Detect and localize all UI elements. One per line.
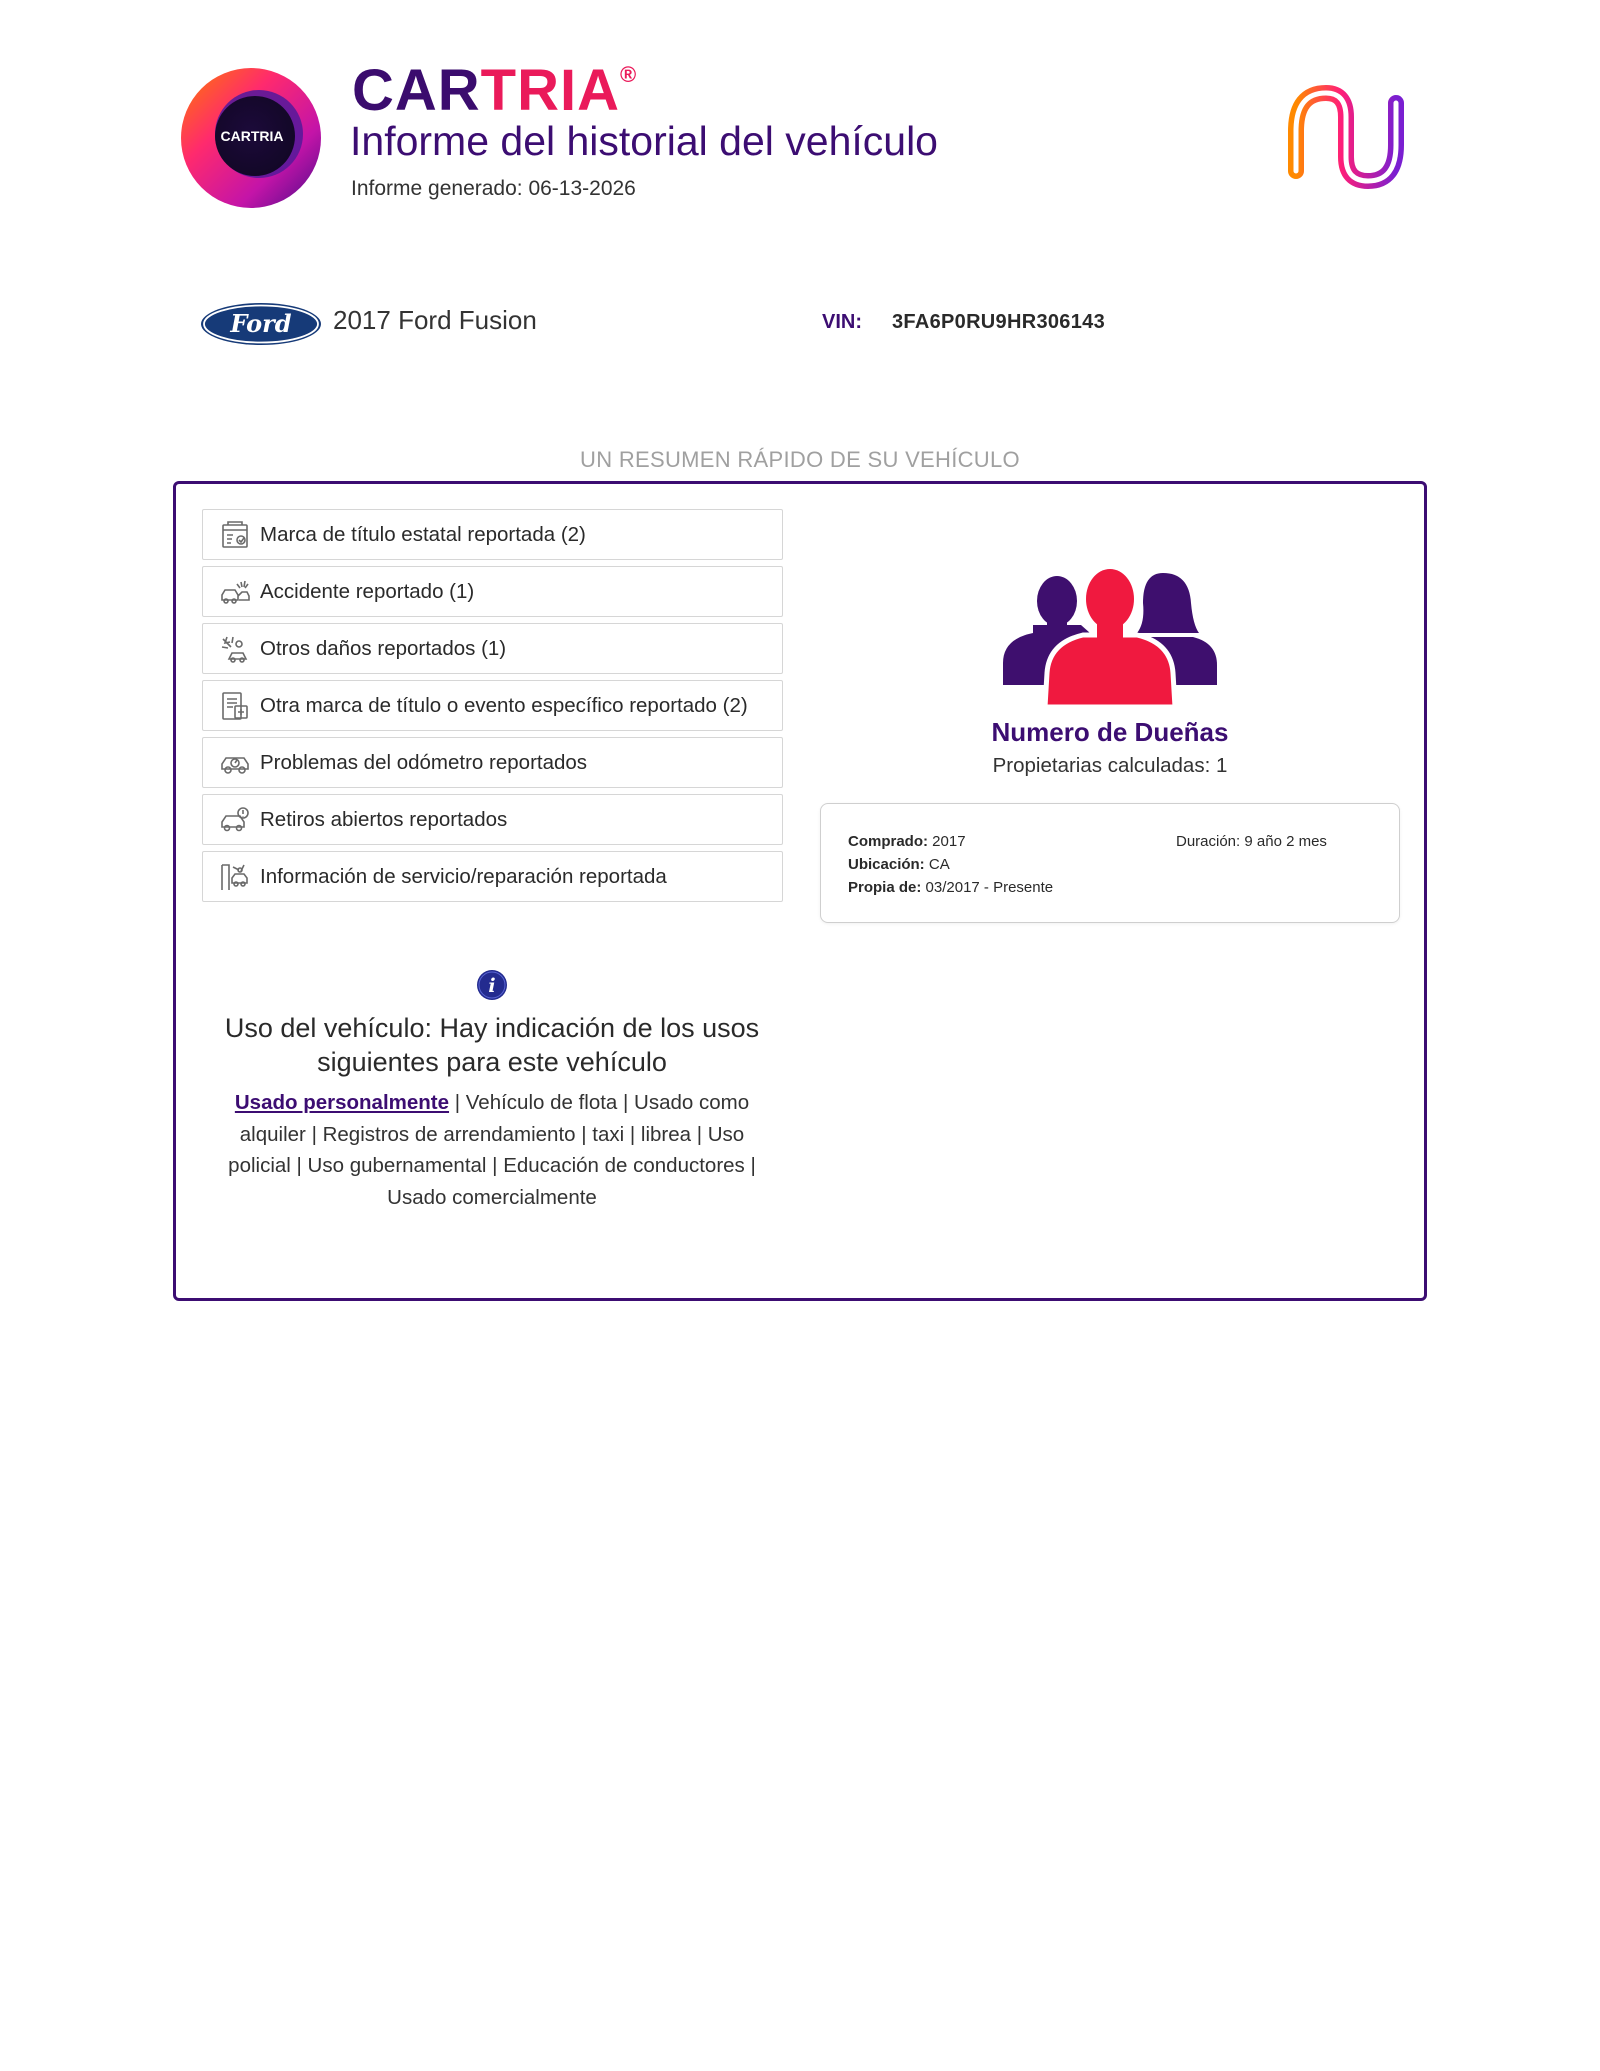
ford-logo — [198, 300, 324, 348]
service-icon — [219, 861, 251, 893]
odometer-icon — [219, 747, 251, 779]
damage-icon — [219, 633, 251, 665]
partner-logo — [1282, 83, 1410, 191]
title-brand-icon — [219, 519, 251, 551]
summary-item-label: Marca de título estatal reportada (2) — [260, 522, 586, 546]
summary-item-label: Accidente reportado (1) — [260, 579, 475, 603]
summary-item-list — [202, 509, 783, 908]
owners-count: Propietarias calculadas: 1 — [992, 754, 1228, 777]
owner-duration: Duración: 9 año 2 mes — [1176, 833, 1327, 850]
svg-text:i: i — [488, 975, 496, 997]
owner-purchased: Comprado: 2017 — [848, 833, 966, 850]
summary-item-label: Problemas del odómetro reportados — [260, 750, 588, 774]
usage-list — [210, 1087, 774, 1213]
owners-icon — [1003, 567, 1217, 707]
report-date: Informe generado: 06-13-2026 — [351, 177, 636, 200]
vin-label: VIN: — [822, 311, 862, 333]
usage-other-uses: | Vehículo de flota | Usado como alquiler | Registros de arrendamiento | taxi | librea | Uso policial | Uso gubernamental | Educación de conductores | Usado comercialmente — [228, 1091, 756, 1209]
summary-item-label: Otros daños reportados (1) — [260, 636, 507, 660]
summary-item-accident[interactable] — [202, 566, 783, 617]
summary-item-damage[interactable] — [202, 623, 783, 674]
svg-text:Ford: Ford — [230, 309, 292, 338]
recall-icon — [219, 804, 251, 836]
summary-item-title-event[interactable] — [202, 680, 783, 731]
summary-item-odometer[interactable] — [202, 737, 783, 788]
summary-item-label: Información de servicio/reparación reportada — [260, 864, 667, 888]
owner-location: Ubicación: CA — [848, 856, 950, 873]
info-icon — [476, 969, 508, 1001]
accident-icon — [219, 576, 251, 608]
title-event-icon — [219, 690, 251, 722]
usage-highlighted: Usado personalmente — [234, 1091, 450, 1114]
summary-item-label: Otra marca de título o evento específico reportado (2) — [260, 693, 748, 717]
owner-owned-period: Propia de: 03/2017 - Presente — [848, 879, 1054, 896]
summary-item-service[interactable] — [202, 851, 783, 902]
summary-item-recalls[interactable] — [202, 794, 783, 845]
page-title: Informe del historial del vehículo — [350, 118, 938, 164]
vin-value: 3FA6P0RU9HR306143 — [892, 311, 1106, 333]
owner-card — [820, 803, 1400, 923]
usage-title: Uso del vehículo: Hay indicación de los usos siguientes para este vehículo — [224, 1013, 760, 1077]
brand-wordmark: CARTRIA® — [352, 58, 638, 123]
summary-item-label: Retiros abiertos reportados — [260, 807, 508, 831]
owners-title: Numero de Dueñas — [991, 717, 1229, 747]
summary-item-title-brand[interactable] — [202, 509, 783, 560]
cartria-badge-logo — [180, 67, 322, 209]
vehicle-name: 2017 Ford Fusion — [333, 305, 537, 335]
svg-text:CARTRIA: CARTRIA — [220, 128, 284, 144]
summary-heading: UN RESUMEN RÁPIDO DE SU VEHÍCULO — [580, 447, 1020, 472]
